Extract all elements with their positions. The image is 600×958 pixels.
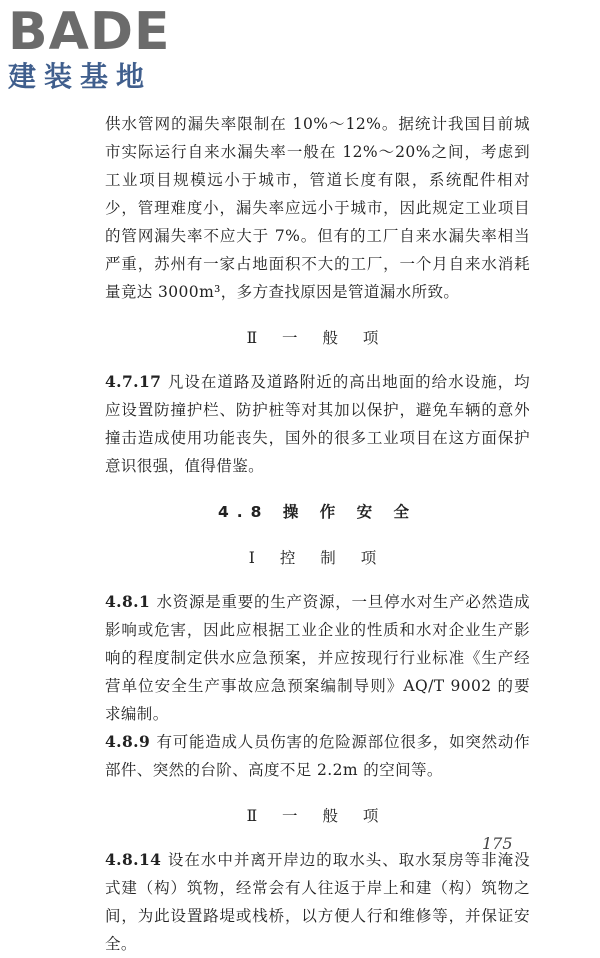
clause-text: 凡设在道路及道路附近的高出地面的给水设施，均应设置防撞护栏、防护桩等对其加以保护，避免车辆的意外撞击造成使用功能丧失，国外的很多工业项目在这方面保护意识很强，值得借鉴。 [105, 373, 530, 475]
clause-text: 水资源是重要的生产资源，一旦停水对生产必然造成影响或危害，因此应根据工业企业的性质和水对企业生产影响的程度制定供水应急预案，并应按现行行业标准《生产经营单位安全生产事故应急预案编制导则》AQ/T 9002 的要求编制。 [105, 593, 530, 723]
logo-subtitle: 建装基地 [8, 60, 153, 93]
clause-4-8-9 [105, 728, 530, 784]
clause-4-7-17 [105, 368, 530, 480]
heading-control-items: Ⅰ 控 制 项 [248, 549, 387, 567]
clause-4-8-1 [105, 588, 530, 728]
clause-4-8-14 [105, 846, 530, 958]
clause-text: 有可能造成人员伤害的危险源部位很多，如突然动作部件、突然的台阶、高度不足 2.2m 的空间等。 [105, 733, 530, 779]
heading-general-items: Ⅱ 一 般 项 [246, 329, 389, 347]
clause-number: 4.8.9 [105, 732, 151, 751]
bade-logo [8, 4, 188, 100]
clause-text: 设在水中并离开岸边的取水头、取水泵房等非淹没式建（构）筑物，经常会有人往返于岸上和建（构）筑物之间，为此设置路堤或栈桥，以方便人行和维修等，并保证安全。 [105, 851, 530, 953]
clause-number: 4.7.17 [105, 372, 162, 391]
intro-paragraph: 供水管网的漏失率限制在 10%～12%。据统计我国目前城市实际运行自来水漏失率一般在 12%～20%之间，考虑到工业项目规模远小于城市，管道长度有限，系统配件相对少，管理难度小，漏失率应远小于城市，因此规定工业项目的管网漏失率不应大于 7%。但有的工厂自来水漏失率相当严重，苏州有一家占地面积不大的工厂，一个月自来水消耗量竟达 3000m³，多方查找原因是管道漏水所致。 [105, 115, 530, 301]
page-content [105, 110, 530, 958]
clause-number: 4.8.1 [105, 592, 151, 611]
heading-general-items-2: Ⅱ 一 般 项 [246, 807, 389, 825]
logo-brand: BADE [8, 2, 171, 62]
clause-number: 4.8.14 [105, 850, 162, 869]
section-title-4-8: 4.8 操 作 安 全 [217, 503, 418, 521]
page-number: 175 [482, 834, 513, 853]
